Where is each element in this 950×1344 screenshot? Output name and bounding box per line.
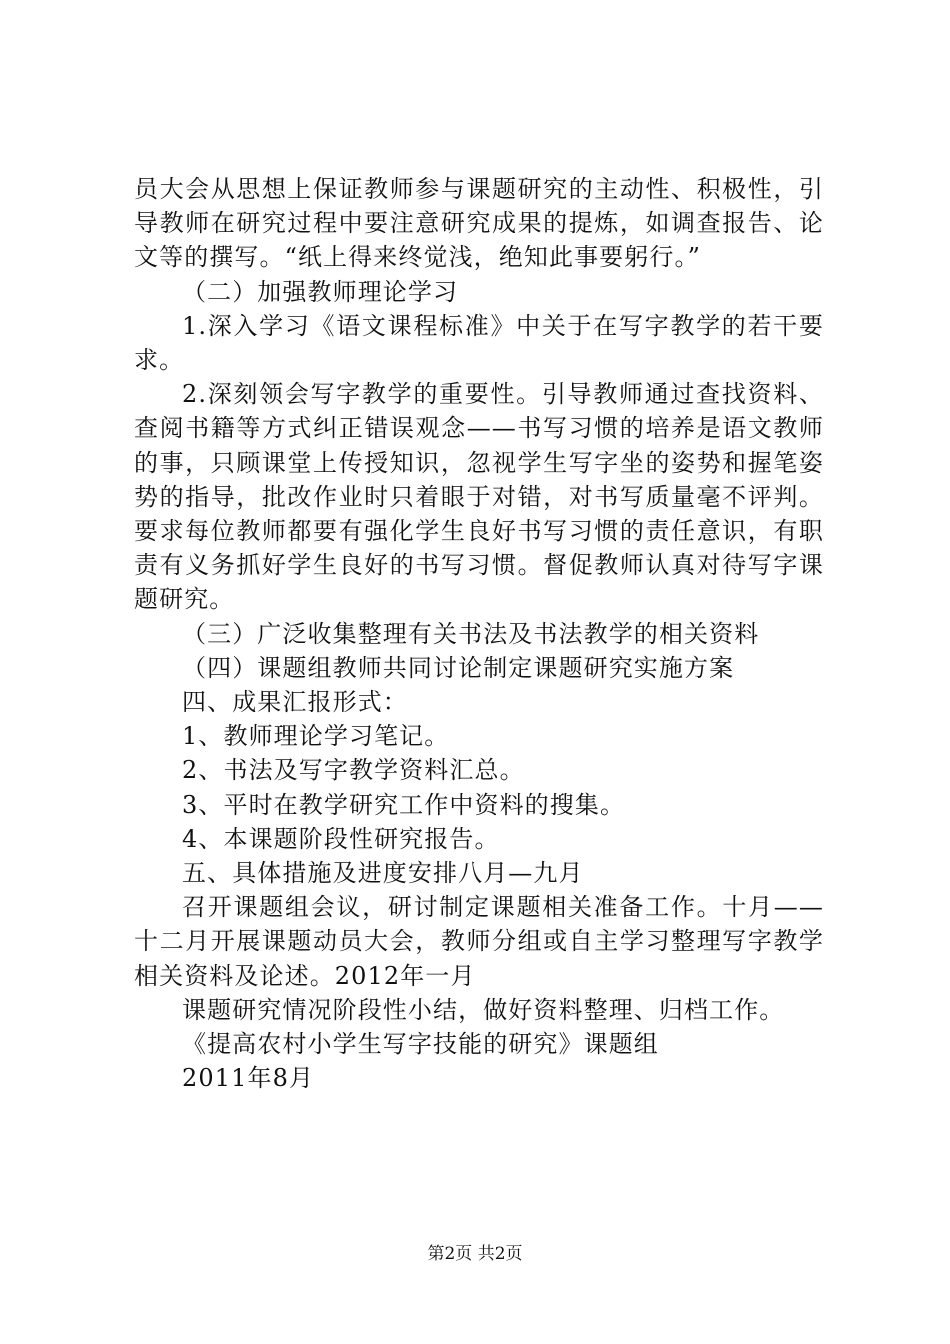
paragraph-item-2: 2.深刻领会写字教学的重要性。引导教师通过查找资料、查阅书籍等方式纠正错误观念——书写习惯的培养是语文教师的事，只顾课堂上传授知识，忽视学生写字坐的姿势和握笔姿势的指导，批改作业时只着眼于对错，对书写质量毫不评判。要求每位教师都要有强化学生良好书写习惯的责任意识，有职责有义务抓好学生良好的书写习惯。督促教师认真对待写字课题研究。 (134, 380, 824, 614)
section-heading-4: （四）课题组教师共同讨论制定课题研究实施方案 (182, 653, 735, 682)
section-heading-schedule: 五、具体措施及进度安排八月—九月 (182, 859, 584, 888)
signature-date: 2011年8月 (182, 1064, 315, 1093)
page-footer: 第2页 共2页 (427, 1244, 523, 1264)
section-heading-3: （三）广泛收集整理有关书法及书法教学的相关资料 (182, 619, 760, 648)
paragraph-item-1: 1.深入学习《语文课程标准》中关于在写字教学的若干要求。 (134, 311, 824, 375)
result-item-1: 1、教师理论学习笔记。 (182, 722, 450, 751)
signature-group: 《提高农村小学生写字技能的研究》课题组 (182, 1030, 659, 1059)
result-item-4: 4、本课题阶段性研究报告。 (182, 824, 500, 853)
section-heading-results: 四、成果汇报形式： (182, 688, 408, 717)
schedule-paragraph-1: 召开课题组会议，研讨制定课题相关准备工作。十月——十二月开展课题动员大会，教师分组或自主学习整理写字教学相关资料及论述。2012年一月 (134, 893, 824, 990)
result-item-2: 2、书法及写字教学资料汇总。 (182, 756, 525, 785)
paragraph-continuation: 员大会从思想上保证教师参与课题研究的主动性、积极性，引导教师在研究过程中要注意研究成果的提炼，如调查报告、论文等的撰写。“纸上得来终觉浅，绝知此事要躬行。” (134, 175, 824, 272)
section-heading-2: （二）加强教师理论学习 (182, 277, 459, 306)
document-body (134, 172, 824, 1095)
schedule-paragraph-2: 课题研究情况阶段性小结，做好资料整理、归档工作。 (182, 995, 785, 1024)
result-item-3: 3、平时在教学研究工作中资料的搜集。 (182, 790, 626, 819)
